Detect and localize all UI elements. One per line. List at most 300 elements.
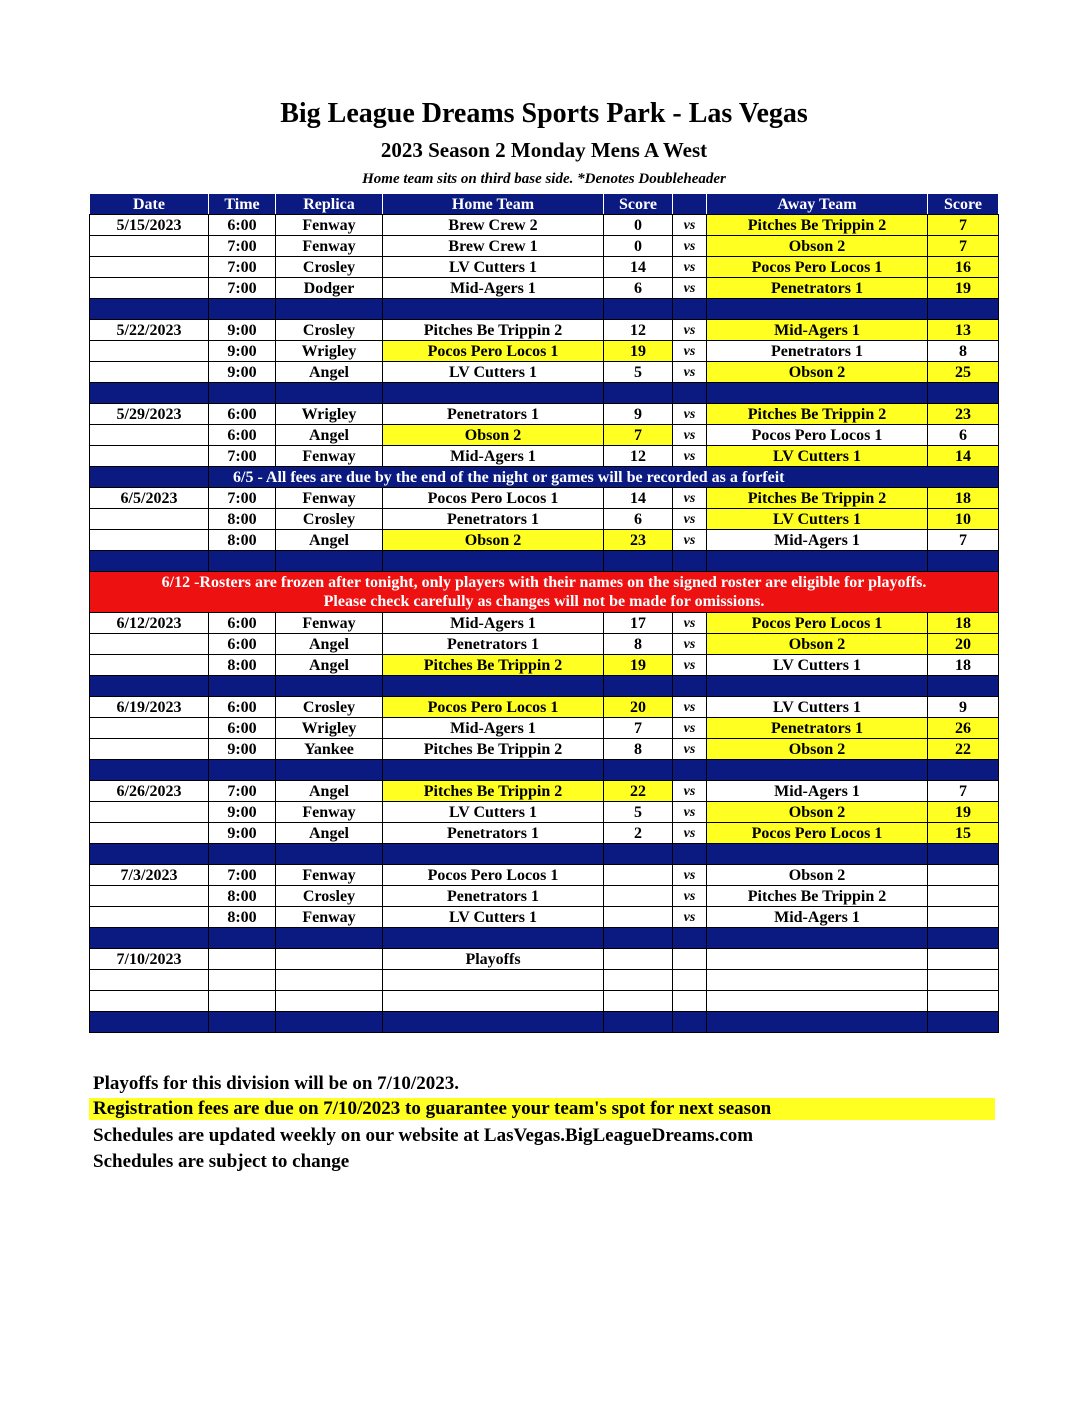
separator-cell [209, 928, 276, 949]
separator-cell [383, 928, 604, 949]
separator-cell [276, 299, 383, 320]
away-team-cell [707, 991, 928, 1012]
away-team-cell: Obson 2 [707, 865, 928, 886]
date-cell: 5/22/2023 [90, 320, 209, 341]
home-score-cell [604, 970, 673, 991]
home-score-cell: 19 [604, 341, 673, 362]
field-cell: Crosley [276, 257, 383, 278]
separator-cell [928, 928, 999, 949]
separator-row [90, 928, 999, 949]
separator-cell [928, 551, 999, 572]
home-team-cell: LV Cutters 1 [383, 802, 604, 823]
away-team-cell: LV Cutters 1 [707, 655, 928, 676]
game-row [90, 320, 999, 341]
away-team-cell: Penetrators 1 [707, 341, 928, 362]
field-cell: Angel [276, 425, 383, 446]
home-team-cell: Pitches Be Trippin 2 [383, 739, 604, 760]
col-header-vs [673, 194, 707, 215]
separator-cell [383, 760, 604, 781]
field-cell: Wrigley [276, 718, 383, 739]
home-team-cell: Penetrators 1 [383, 886, 604, 907]
vs-cell: vs [673, 718, 707, 739]
home-team-cell: Pocos Pero Locos 1 [383, 488, 604, 509]
date-cell [90, 886, 209, 907]
game-row [90, 802, 999, 823]
roster-alert-row [90, 572, 999, 613]
home-score-cell: 23 [604, 530, 673, 551]
separator-cell [90, 299, 209, 320]
away-team-cell: Pitches Be Trippin 2 [707, 488, 928, 509]
field-cell: Yankee [276, 739, 383, 760]
date-cell [90, 718, 209, 739]
separator-cell [209, 299, 276, 320]
home-team-cell: Obson 2 [383, 425, 604, 446]
away-team-cell: Penetrators 1 [707, 718, 928, 739]
away-team-cell: Pocos Pero Locos 1 [707, 425, 928, 446]
separator-cell [673, 844, 707, 865]
home-score-cell: 7 [604, 718, 673, 739]
separator-cell [90, 551, 209, 572]
time-cell: 6:00 [209, 613, 276, 634]
game-row [90, 655, 999, 676]
page-subtitle: 2023 Season 2 Monday Mens A West [380, 138, 708, 162]
home-team-cell: Mid-Agers 1 [383, 278, 604, 299]
away-score-cell: 18 [928, 655, 999, 676]
time-cell: 7:00 [209, 865, 276, 886]
date-cell: 7/10/2023 [90, 949, 209, 970]
separator-cell [90, 928, 209, 949]
away-score-cell: 18 [928, 488, 999, 509]
game-row [90, 278, 999, 299]
date-cell: 6/19/2023 [90, 697, 209, 718]
away-score-cell: 19 [928, 802, 999, 823]
away-team-cell: LV Cutters 1 [707, 509, 928, 530]
schedule-note: Home team sits on third base side. *Denotes Doubleheader [362, 171, 726, 187]
home-score-cell: 8 [604, 634, 673, 655]
date-cell [90, 970, 209, 991]
home-team-cell: Pocos Pero Locos 1 [383, 697, 604, 718]
away-score-cell: 14 [928, 446, 999, 467]
date-cell [90, 991, 209, 1012]
away-score-cell: 26 [928, 718, 999, 739]
game-row [90, 907, 999, 928]
col-header-time: Time [209, 194, 276, 215]
time-cell [209, 949, 276, 970]
home-score-cell: 0 [604, 236, 673, 257]
separator-cell [928, 1012, 999, 1033]
separator-cell [604, 1012, 673, 1033]
field-cell: Angel [276, 655, 383, 676]
separator-cell [604, 760, 673, 781]
separator-cell [707, 844, 928, 865]
separator-cell [90, 1012, 209, 1033]
separator-cell [673, 551, 707, 572]
away-team-cell: Pocos Pero Locos 1 [707, 613, 928, 634]
field-cell: Angel [276, 634, 383, 655]
home-score-cell: 0 [604, 215, 673, 236]
away-score-cell [928, 970, 999, 991]
away-score-cell: 16 [928, 257, 999, 278]
away-team-cell [707, 970, 928, 991]
game-row [90, 823, 999, 844]
footer-playoffs-note: Playoffs for this division will be on 7/10/2023. [93, 1073, 459, 1094]
home-team-cell: Penetrators 1 [383, 634, 604, 655]
game-row [90, 697, 999, 718]
field-cell: Wrigley [276, 404, 383, 425]
separator-cell [276, 676, 383, 697]
away-score-cell: 25 [928, 362, 999, 383]
separator-row [90, 844, 999, 865]
date-cell [90, 341, 209, 362]
game-row [90, 446, 999, 467]
separator-cell [90, 676, 209, 697]
home-team-cell: LV Cutters 1 [383, 362, 604, 383]
home-team-cell [383, 991, 604, 1012]
vs-cell: vs [673, 488, 707, 509]
separator-cell [604, 844, 673, 865]
away-team-cell: Obson 2 [707, 634, 928, 655]
away-score-cell [928, 907, 999, 928]
home-team-cell: Playoffs [383, 949, 604, 970]
field-cell: Crosley [276, 320, 383, 341]
announcement-row [90, 467, 999, 488]
col-header-replica: Replica [276, 194, 383, 215]
home-score-cell: 5 [604, 802, 673, 823]
separator-cell [928, 760, 999, 781]
home-team-cell: LV Cutters 1 [383, 257, 604, 278]
separator-cell [673, 1012, 707, 1033]
game-row [90, 865, 999, 886]
game-row [90, 488, 999, 509]
home-score-cell: 9 [604, 404, 673, 425]
away-team-cell: Pitches Be Trippin 2 [707, 215, 928, 236]
separator-cell [707, 551, 928, 572]
separator-row [90, 760, 999, 781]
page-title: Big League Dreams Sports Park - Las Vegas [280, 98, 808, 129]
separator-cell [673, 299, 707, 320]
away-team-cell: LV Cutters 1 [707, 697, 928, 718]
away-score-cell: 7 [928, 530, 999, 551]
home-score-cell: 8 [604, 739, 673, 760]
time-cell: 7:00 [209, 488, 276, 509]
separator-cell [604, 383, 673, 404]
home-team-cell: LV Cutters 1 [383, 907, 604, 928]
separator-cell [209, 551, 276, 572]
vs-cell: vs [673, 341, 707, 362]
date-cell [90, 802, 209, 823]
separator-row [90, 383, 999, 404]
col-header-home-score: Score [604, 194, 673, 215]
vs-cell [673, 991, 707, 1012]
vs-cell: vs [673, 320, 707, 341]
vs-cell [673, 970, 707, 991]
roster-alert [90, 572, 999, 613]
time-cell: 8:00 [209, 655, 276, 676]
home-team-cell: Penetrators 1 [383, 823, 604, 844]
date-cell [90, 634, 209, 655]
vs-cell: vs [673, 697, 707, 718]
home-score-cell: 2 [604, 823, 673, 844]
vs-cell: vs [673, 215, 707, 236]
vs-cell: vs [673, 236, 707, 257]
game-row [90, 634, 999, 655]
separator-cell [673, 676, 707, 697]
game-row [90, 613, 999, 634]
separator-cell [707, 676, 928, 697]
separator-cell [276, 760, 383, 781]
home-team-cell: Pocos Pero Locos 1 [383, 341, 604, 362]
game-row [90, 718, 999, 739]
vs-cell: vs [673, 278, 707, 299]
home-team-cell: Mid-Agers 1 [383, 613, 604, 634]
vs-cell: vs [673, 425, 707, 446]
away-score-cell: 20 [928, 634, 999, 655]
separator-cell [604, 299, 673, 320]
vs-cell: vs [673, 530, 707, 551]
away-score-cell: 10 [928, 509, 999, 530]
col-header-date: Date [90, 194, 209, 215]
away-team-cell: Mid-Agers 1 [707, 907, 928, 928]
away-team-cell: Pitches Be Trippin 2 [707, 404, 928, 425]
time-cell: 6:00 [209, 215, 276, 236]
away-score-cell: 6 [928, 425, 999, 446]
home-score-cell: 20 [604, 697, 673, 718]
date-cell: 6/26/2023 [90, 781, 209, 802]
separator-cell [928, 383, 999, 404]
field-cell: Dodger [276, 278, 383, 299]
field-cell: Angel [276, 362, 383, 383]
home-score-cell: 5 [604, 362, 673, 383]
home-team-cell: Pitches Be Trippin 2 [383, 320, 604, 341]
game-row [90, 362, 999, 383]
home-team-cell: Mid-Agers 1 [383, 718, 604, 739]
home-team-cell: Brew Crew 1 [383, 236, 604, 257]
schedule-table [89, 193, 999, 1033]
home-score-cell [604, 907, 673, 928]
time-cell: 8:00 [209, 886, 276, 907]
footer-registration-note: Registration fees are due on 7/10/2023 to guarantee your team's spot for next season [89, 1098, 995, 1120]
separator-cell [707, 1012, 928, 1033]
away-team-cell: LV Cutters 1 [707, 446, 928, 467]
field-cell: Fenway [276, 488, 383, 509]
game-row [90, 404, 999, 425]
away-team-cell: Obson 2 [707, 802, 928, 823]
field-cell: Fenway [276, 613, 383, 634]
home-team-cell: Brew Crew 2 [383, 215, 604, 236]
field-cell: Fenway [276, 865, 383, 886]
away-team-cell [707, 949, 928, 970]
separator-cell [383, 844, 604, 865]
away-team-cell: Obson 2 [707, 362, 928, 383]
away-team-cell: Mid-Agers 1 [707, 530, 928, 551]
vs-cell: vs [673, 362, 707, 383]
away-score-cell: 18 [928, 613, 999, 634]
col-header-home-team: Home Team [383, 194, 604, 215]
separator-cell [604, 676, 673, 697]
home-score-cell [604, 886, 673, 907]
separator-cell [276, 928, 383, 949]
game-row [90, 781, 999, 802]
away-score-cell [928, 865, 999, 886]
game-row [90, 509, 999, 530]
vs-cell: vs [673, 907, 707, 928]
field-cell: Crosley [276, 697, 383, 718]
col-header-away-score: Score [928, 194, 999, 215]
separator-cell [276, 551, 383, 572]
away-team-cell: Pocos Pero Locos 1 [707, 257, 928, 278]
time-cell: 6:00 [209, 634, 276, 655]
time-cell: 6:00 [209, 697, 276, 718]
time-cell [209, 991, 276, 1012]
game-row [90, 886, 999, 907]
away-team-cell: Obson 2 [707, 739, 928, 760]
game-row [90, 970, 999, 991]
vs-cell: vs [673, 509, 707, 530]
field-cell [276, 949, 383, 970]
separator-row [90, 299, 999, 320]
home-score-cell: 19 [604, 655, 673, 676]
date-cell [90, 236, 209, 257]
time-cell [209, 970, 276, 991]
home-team-cell: Pitches Be Trippin 2 [383, 781, 604, 802]
separator-cell [276, 1012, 383, 1033]
separator-cell [209, 1012, 276, 1033]
separator-cell [707, 299, 928, 320]
separator-row [90, 676, 999, 697]
home-team-cell: Obson 2 [383, 530, 604, 551]
vs-cell: vs [673, 865, 707, 886]
date-cell: 5/29/2023 [90, 404, 209, 425]
home-team-cell: Penetrators 1 [383, 404, 604, 425]
away-team-cell: Mid-Agers 1 [707, 781, 928, 802]
home-team-cell: Pitches Be Trippin 2 [383, 655, 604, 676]
game-row [90, 341, 999, 362]
date-cell [90, 907, 209, 928]
separator-cell [383, 1012, 604, 1033]
away-score-cell [928, 886, 999, 907]
separator-cell [673, 383, 707, 404]
field-cell: Fenway [276, 215, 383, 236]
vs-cell: vs [673, 886, 707, 907]
away-team-cell: Obson 2 [707, 236, 928, 257]
footer-website-note: Schedules are updated weekly on our website at LasVegas.BigLeagueDreams.com [93, 1125, 754, 1146]
field-cell: Fenway [276, 907, 383, 928]
separator-cell [90, 383, 209, 404]
date-cell [90, 425, 209, 446]
away-team-cell: Pitches Be Trippin 2 [707, 886, 928, 907]
vs-cell [673, 949, 707, 970]
separator-cell [383, 383, 604, 404]
home-score-cell [604, 949, 673, 970]
date-cell: 6/5/2023 [90, 488, 209, 509]
date-cell: 6/12/2023 [90, 613, 209, 634]
vs-cell: vs [673, 823, 707, 844]
time-cell: 6:00 [209, 425, 276, 446]
away-score-cell: 8 [928, 341, 999, 362]
separator-cell [928, 844, 999, 865]
time-cell: 8:00 [209, 530, 276, 551]
time-cell: 7:00 [209, 278, 276, 299]
time-cell: 8:00 [209, 907, 276, 928]
separator-cell [383, 299, 604, 320]
field-cell: Crosley [276, 509, 383, 530]
time-cell: 8:00 [209, 509, 276, 530]
date-cell [90, 530, 209, 551]
date-cell [90, 278, 209, 299]
col-header-away-team: Away Team [707, 194, 928, 215]
announcement-text: 6/5 - All fees are due by the end of the night or games will be recorded as a forfeit [209, 467, 999, 488]
game-row [90, 739, 999, 760]
away-score-cell [928, 949, 999, 970]
date-cell [90, 257, 209, 278]
field-cell: Angel [276, 530, 383, 551]
date-cell [90, 655, 209, 676]
separator-cell [90, 844, 209, 865]
time-cell: 7:00 [209, 781, 276, 802]
date-cell: 5/15/2023 [90, 215, 209, 236]
away-score-cell: 23 [928, 404, 999, 425]
separator-cell [673, 760, 707, 781]
date-cell [90, 739, 209, 760]
time-cell: 6:00 [209, 718, 276, 739]
game-row [90, 425, 999, 446]
home-team-cell [383, 970, 604, 991]
field-cell: Fenway [276, 802, 383, 823]
vs-cell: vs [673, 802, 707, 823]
schedule-body [90, 215, 999, 1033]
away-score-cell: 19 [928, 278, 999, 299]
separator-cell [209, 383, 276, 404]
vs-cell: vs [673, 446, 707, 467]
home-score-cell: 22 [604, 781, 673, 802]
home-score-cell: 14 [604, 488, 673, 509]
away-score-cell: 22 [928, 739, 999, 760]
separator-row [90, 551, 999, 572]
vs-cell: vs [673, 257, 707, 278]
game-row [90, 257, 999, 278]
vs-cell: vs [673, 404, 707, 425]
game-row [90, 991, 999, 1012]
separator-row [90, 1012, 999, 1033]
field-cell: Angel [276, 781, 383, 802]
field-cell: Fenway [276, 236, 383, 257]
date-cell [90, 446, 209, 467]
home-score-cell: 17 [604, 613, 673, 634]
game-row [90, 949, 999, 970]
vs-cell: vs [673, 781, 707, 802]
vs-cell: vs [673, 634, 707, 655]
vs-cell: vs [673, 613, 707, 634]
home-team-cell: Mid-Agers 1 [383, 446, 604, 467]
vs-cell: vs [673, 655, 707, 676]
vs-cell: vs [673, 739, 707, 760]
home-score-cell [604, 991, 673, 1012]
footer-change-note: Schedules are subject to change [93, 1151, 350, 1172]
roster-alert-line: 6/12 -Rosters are frozen after tonight, only players with their names on the signed roster are eligible for playoffs. [161, 574, 927, 591]
away-score-cell: 7 [928, 781, 999, 802]
date-cell [90, 362, 209, 383]
separator-cell [209, 760, 276, 781]
time-cell: 7:00 [209, 446, 276, 467]
field-cell: Fenway [276, 446, 383, 467]
field-cell: Wrigley [276, 341, 383, 362]
home-score-cell: 14 [604, 257, 673, 278]
home-team-cell: Pocos Pero Locos 1 [383, 865, 604, 886]
separator-cell [276, 383, 383, 404]
field-cell: Crosley [276, 886, 383, 907]
away-team-cell: Mid-Agers 1 [707, 320, 928, 341]
time-cell: 7:00 [209, 236, 276, 257]
